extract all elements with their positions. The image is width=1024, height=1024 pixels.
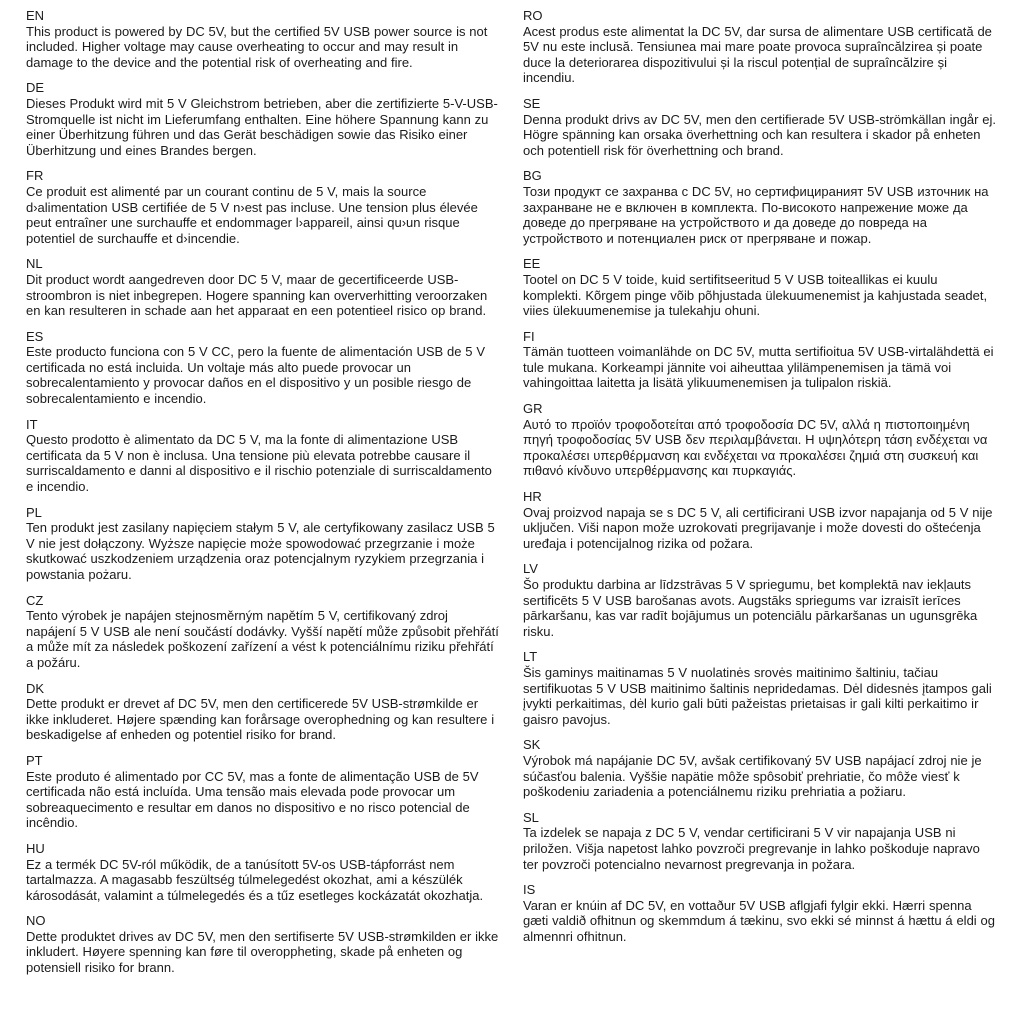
language-text: Ez a termék DC 5V-ról működik, de a tanúsított 5V-os USB-tápforrást nem tartalmazza. A magasabb feszültség túlmelegedést okozhat, ami a készülék károsodását, valamint a túlmelegedés és a tűz esetleges kockázatát okozhatja.	[26, 856, 484, 903]
language-code: PL	[26, 504, 42, 520]
language-code: FI	[523, 328, 535, 344]
language-section-is	[523, 882, 998, 944]
language-code: CZ	[26, 592, 44, 608]
language-text: This product is powered by DC 5V, but the certified 5V USB power source is not included. Higher voltage may cause overheating to occur and may result in damage to the device and the potential risk of overheating and fire.	[26, 23, 488, 70]
language-text: Ovaj proizvod napaja se s DC 5 V, ali certificirani USB izvor napajanja od 5 V nije uključen. Viši napon može uzrokovati pregrijavanje i može dovesti do oštećenja uređaja i potencijalnog rizika od požara.	[523, 504, 993, 551]
language-section-pl	[26, 505, 501, 583]
language-code: LV	[523, 561, 538, 577]
language-section-se	[523, 96, 998, 158]
language-text: Dieses Produkt wird mit 5 V Gleichstrom betrieben, aber die zertifizierte 5-V-USB-Stromquelle ist nicht im Lieferumfang enthalten. Eine höhere Spannung kann zu einer Überhitzung führen und das Gerät beschädigen sowie das Risiko einer Überhitzung und eines Brandes bergen.	[26, 95, 498, 158]
language-section-it	[26, 417, 501, 495]
language-code: DK	[26, 680, 45, 696]
language-code: RO	[523, 8, 543, 23]
language-section-sl	[523, 810, 998, 872]
language-section-no	[26, 913, 501, 975]
language-section-lv	[523, 561, 998, 639]
language-code: HR	[523, 489, 542, 505]
language-section-ee	[523, 256, 998, 318]
language-section-es	[26, 329, 501, 407]
language-text: Αυτό το προϊόν τροφοδοτείται από τροφοδοσία DC 5V, αλλά η πιστοποιημένη πηγή τροφοδοσίας 5V USB δεν περιλαμβάνεται. Η υψηλότερη τάση ενδέχεται να προκαλέσει υπερθέρμανση και ενδέχεται να προκαλέσει ζημιά στη συσκευή και πιθανό κίνδυνο υπερθέρμανσης και πυρκαγιάς.	[523, 416, 988, 479]
language-code: SK	[523, 737, 541, 753]
language-section-lt	[523, 649, 998, 727]
language-code: NO	[26, 913, 46, 929]
language-text: Výrobok má napájanie DC 5V, avšak certifikovaný 5V USB napájací zdroj nie je súčasťou balenia. Vyššie napätie môže spôsobiť prehriatie, čo môže viesť k poškodeniu zariadenia a potenciálnemu riziku prehriatia a požiaru.	[523, 752, 982, 800]
language-code: NL	[26, 256, 43, 272]
language-section-nl	[26, 256, 501, 318]
language-code: EE	[523, 256, 541, 272]
language-section-pt	[26, 753, 501, 831]
language-section-fi	[523, 329, 998, 391]
language-text: Ten produkt jest zasilany napięciem stałym 5 V, ale certyfikowany zasilacz USB 5 V nie jest dołączony. Wyższe napięcie może spowodować przegrzanie i może skutkować uszkodzeniem urządzenia oraz potencjalnym ryzykiem przegrzania i powstania pożaru.	[26, 520, 495, 582]
right-column	[523, 8, 998, 986]
language-code: EN	[26, 8, 45, 23]
language-text: Ce produit est alimenté par un courant continu de 5 V, mais la source d›alimentation USB certifiée de 5 V n›est pas incluse. Une tension plus élevée peut entraîner une surchauffe et endommager l›appareil, ainsi qu›un risque potentiel de surchauffe et d›incendie.	[26, 183, 478, 246]
language-code: IS	[523, 882, 536, 898]
language-text: Този продукт се захранва с DC 5V, но сертифицираният 5V USB източник на захранване не е включен в комплекта. По-високото напрежение може да доведе до прегряване на устройството и да доведе до повреда на устройството и потенциален риск от прегряване и пожар.	[523, 183, 989, 246]
language-text: Acest produs este alimentat la DC 5V, dar sursa de alimentare USB certificată de 5V nu este inclusă. Tensiunea mai mare poate provoca supraîncălzirea și poate duce la deteriorarea dispozitivului și la riscul potențial de supraîncălzire și incendiu.	[523, 23, 992, 86]
language-section-hu	[26, 841, 501, 903]
language-code: SL	[523, 809, 539, 825]
language-section-sk	[523, 737, 998, 799]
language-section-fr	[26, 168, 501, 246]
language-text: Dette produktet drives av DC 5V, men den sertifiserte 5V USB-strømkilden er ikke inkludert. Høyere spenning kan føre til overoppheting, skade på enheten og potensiell risiko for brann.	[26, 928, 499, 976]
language-section-dk	[26, 681, 501, 743]
language-text: Šo produktu darbina ar līdzstrāvas 5 V spriegumu, bet komplektā nav iekļauts sertificēts 5 V USB barošanas avots. Augstāks spriegums var izraisīt ierīces pārkaršanu, kas var radīt bojājumus un potenciālu pārkaršanas un ugunsgrēka risku.	[523, 577, 978, 639]
language-code: DE	[26, 80, 45, 96]
language-code: FR	[26, 168, 44, 184]
language-text: Ta izdelek se napaja z DC 5 V, vendar certificirani 5 V vir napajanja USB ni priložen. Višja napetost lahko povzroči pregrevanje in lahko poškoduje napravo ter povzroči potencialno nevarnost pregrevanja in požara.	[523, 825, 980, 872]
language-text: Dit product wordt aangedreven door DC 5 V, maar de gecertificeerde USB-stroombron is niet inbegrepen. Hogere spanning kan oververhitting veroorzaken en kan resulteren in schade aan het apparaat en een potentieel risico op brand.	[26, 271, 488, 319]
language-section-ro	[523, 8, 998, 86]
language-text: Tento výrobek je napájen stejnosměrným napětím 5 V, certifikovaný zdroj napájení 5 V USB ale není součástí dodávky. Vyšší napětí může způsobit přehřátí a může mít za následek poškození zařízení a vést k potenciálnímu riziku přehřátí a požáru.	[26, 608, 499, 670]
language-section-bg	[523, 168, 998, 246]
language-section-gr	[523, 401, 998, 479]
language-section-de	[26, 80, 501, 158]
language-code: SE	[523, 95, 541, 111]
left-column	[26, 8, 501, 986]
language-code: GR	[523, 401, 543, 417]
language-code: ES	[26, 328, 44, 344]
language-text: Varan er knúin af DC 5V, en vottaður 5V USB aflgjafi fylgir ekki. Hærri spenna gæti valdið ofhitnun og skemmdum á tækinu, svo ekki sé minnst á hættu á eldi og almennri ofhitnun.	[523, 897, 995, 944]
language-code: BG	[523, 168, 542, 184]
language-text: Dette produkt er drevet af DC 5V, men den certificerede 5V USB-strømkilde er ikke inkluderet. Højere spænding kan forårsage overophedning og kan resultere i beskadigelse af enheden og potentiel risiko for brand.	[26, 696, 495, 743]
language-code: IT	[26, 416, 38, 432]
language-section-cz	[26, 593, 501, 671]
language-code: PT	[26, 752, 43, 768]
language-text: Tämän tuotteen voimanlähde on DC 5V, mutta sertifioitua 5V USB-virtalähdettä ei tule mukana. Korkeampi jännite voi aiheuttaa ylilämpenemisen ja tämä voi vahingoittaa laitetta ja lisätä ylikuumenemisen ja tulipalon riskiä.	[523, 344, 994, 391]
language-text: Tootel on DC 5 V toide, kuid sertifitseeritud 5 V USB toiteallikas ei kuulu komplekti. Kõrgem pinge võib põhjustada ülekuumenemist ja kahjustada seadet, viies ülekuumenemise ja tulekahju ohuni.	[523, 271, 988, 319]
language-text: Denna produkt drivs av DC 5V, men den certifierade 5V USB-strömkällan ingår ej. Högre spänning kan orsaka överhettning och kan resultera i skador på enheten och potentiell risk för överhettning och brand.	[523, 111, 997, 158]
language-text: Este producto funciona con 5 V CC, pero la fuente de alimentación USB de 5 V certificada no está incluida. Un voltaje más alto puede provocar un sobrecalentamiento y provocar daños en el dispositivo y un posible riesgo de sobrecalentamiento e incendio.	[26, 344, 485, 407]
language-text: Šis gaminys maitinamas 5 V nuolatinės srovės maitinimo šaltiniu, tačiau sertifikuotas 5 V USB maitinimo šaltinis nepridedamas. Dėl didesnės įtampos gali įvykti perkaitimas, dėl kurio gali būti pažeistas prietaisas ir gali kilti perkaitimo ir gaisro pavojus.	[523, 664, 992, 727]
language-code: HU	[26, 840, 45, 856]
language-section-hr	[523, 489, 998, 551]
language-text: Questo prodotto è alimentato da DC 5 V, ma la fonte di alimentazione USB certificata da 5 V non è inclusa. Una tensione più elevata potrebbe causare il surriscaldamento e danni al dispositivo e il rischio potenziale di surriscaldamento e incendio.	[26, 432, 492, 495]
language-section-en	[26, 8, 501, 70]
language-code: LT	[523, 649, 538, 665]
language-text: Este produto é alimentado por CC 5V, mas a fonte de alimentação USB de 5V certificada não está incluída. Uma tensão mais elevada pode provocar um sobreaquecimento e resultar em danos no dispositivo e no risco potencial de incêndio.	[26, 768, 479, 831]
